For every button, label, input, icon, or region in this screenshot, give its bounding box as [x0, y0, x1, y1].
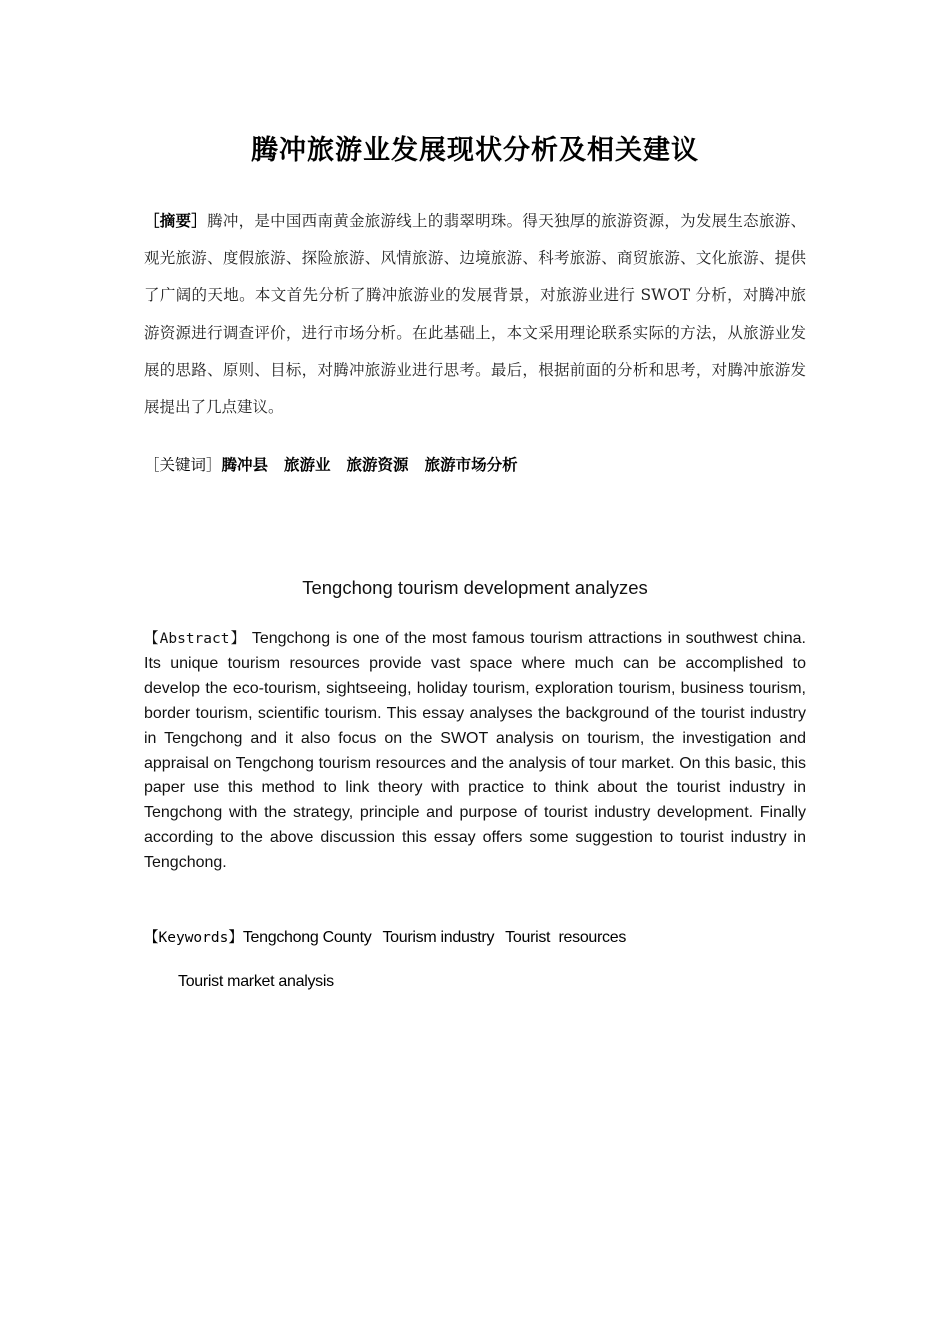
chinese-keyword: 旅游业	[284, 456, 331, 474]
chinese-title: 腾冲旅游业发展现状分析及相关建议	[251, 135, 699, 166]
english-keyword: Tengchong County	[242, 929, 372, 946]
chinese-abstract-label: ［摘要］	[144, 212, 208, 230]
chinese-abstract-text: 腾冲，是中国西南黄金旅游线上的翡翠明珠。得天独厚的旅游资源，为发展生态旅游、观光旅游、度假旅游、探险旅游、风情旅游、边境旅游、科考旅游、商贸旅游、文化旅游、提供了广阔的天地。本文首先分析了腾冲旅游业的发展背景，对旅游业进行 SWOT 分析，对腾冲旅游资源进行调查评价，进行市场分析。在此基础上，本文采用理论联系实际的方法，从旅游业发展的思路、原则、目标，对腾冲旅游业进行思考。最后，根据前面的分析和思考，对腾冲旅游发展提出了几点建议。	[144, 212, 806, 417]
english-keyword: Tourist resources	[505, 929, 627, 946]
english-abstract	[144, 627, 806, 876]
chinese-keywords	[144, 452, 806, 478]
chinese-keyword: 旅游市场分析	[424, 456, 518, 474]
english-abstract-text: Tengchong is one of the most famous tourism attractions in southwest china. Its unique tourism resources provide vast space where much can be accomplished to develop the eco-tourism, sightseeing, holiday tourism, exploration tourism, business tourism, border tourism, scientific tourism. This essay analyses the background of the tourist industry in Tengchong and it also focus on the SWOT analysis on tourism, the investigation and appraisal on Tengchong tourism resources and the analysis of tour market. On this basic, this paper use this method to link theory with practice to think about the tourist industry in Tengchong with the strategy, principle and purpose of tourist industry development. Finally according to the above discussion this essay offers some suggestion to tourist industry in Tengchong.	[144, 630, 807, 872]
english-keyword-continued: Tourist market analysis	[178, 973, 334, 990]
chinese-keywords-label: ［关键词］	[144, 456, 222, 474]
chinese-abstract	[144, 203, 806, 426]
chinese-keyword: 旅游资源	[346, 456, 409, 474]
english-abstract-label: 【Abstract】	[144, 631, 247, 647]
english-title: Tengchong tourism development analyzes	[302, 577, 648, 598]
english-keyword: Tourism industry	[382, 929, 495, 946]
english-keywords-label: 【Keywords】	[144, 930, 243, 946]
english-keywords	[144, 926, 806, 950]
chinese-keyword: 腾冲县	[221, 456, 269, 474]
